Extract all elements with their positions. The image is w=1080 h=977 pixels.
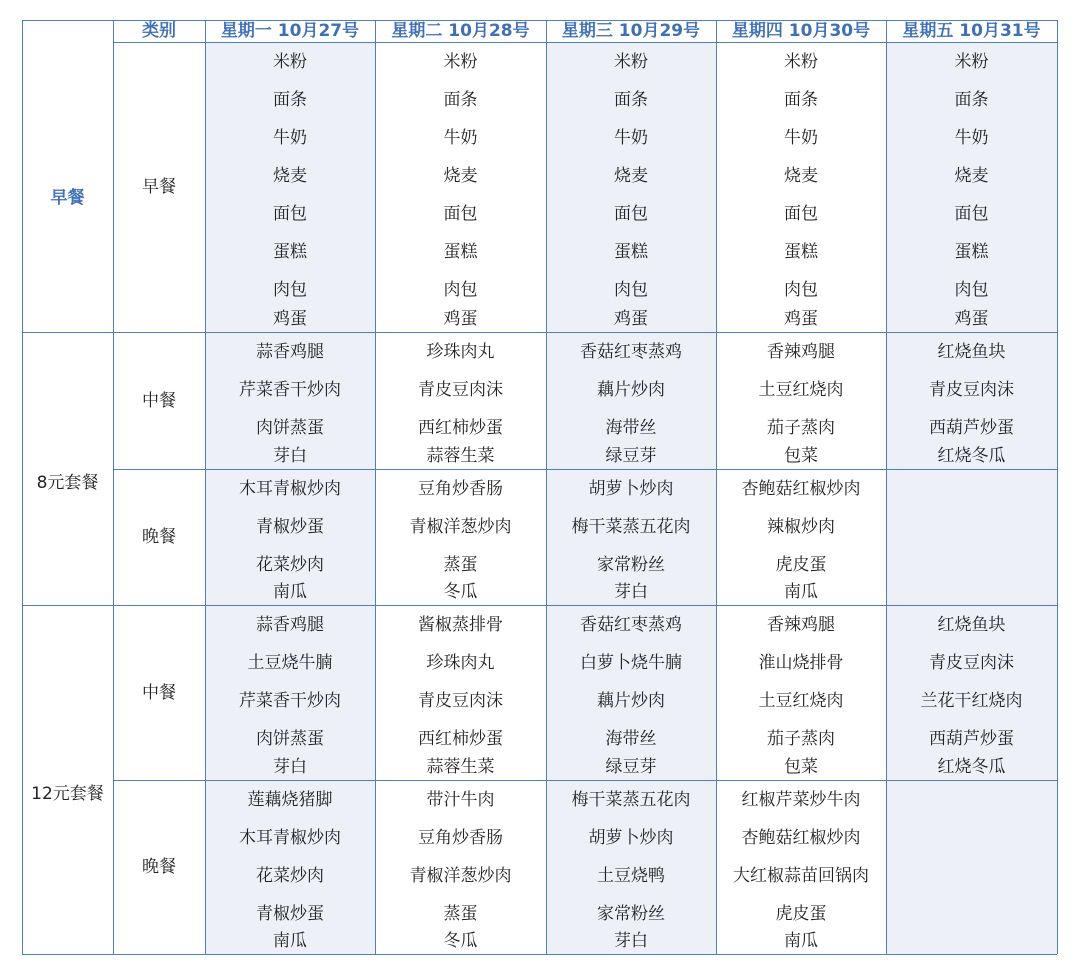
header-day: 星期三 10月29号	[561, 21, 701, 41]
dish-item: 大红椒蒜苗回锅肉	[733, 866, 869, 886]
menu-cell	[375, 605, 546, 780]
dish-item: 肉饼蒸蛋	[256, 418, 324, 438]
dish-item: 豆角炒香肠	[418, 479, 503, 499]
dish-item: 绿豆芽	[605, 757, 657, 777]
dish-item: 青皮豆肉沫	[418, 691, 503, 711]
dish-item: 藕片炒肉	[597, 380, 665, 400]
menu-cell	[375, 469, 546, 605]
menu-cell	[205, 332, 375, 469]
header-category: 类别	[142, 21, 176, 41]
dish-item: 珍珠肉丸	[426, 342, 495, 362]
dish-item: 蒜香鸡腿	[256, 342, 324, 362]
dish-item: 蛋糕	[954, 242, 989, 262]
dish-item: 辣椒炒肉	[767, 517, 835, 537]
dish-item: 蒸蛋	[443, 555, 478, 575]
dish-item: 青椒洋葱炒肉	[409, 866, 512, 886]
dish-item: 肉包	[614, 280, 648, 300]
dish-item: 带汁牛肉	[426, 790, 495, 810]
dish-item: 芹菜香干炒肉	[239, 691, 341, 711]
dish-item: 烧麦	[443, 166, 478, 186]
menu-cell	[886, 780, 1057, 954]
menu-cell	[546, 469, 716, 605]
menu-cell	[546, 605, 716, 780]
dish-item: 鸡蛋	[443, 309, 478, 329]
dish-item: 鸡蛋	[954, 309, 989, 329]
dish-item: 梅干菜蒸五花肉	[571, 517, 691, 537]
dish-item: 虎皮蛋	[775, 555, 827, 575]
dish-item: 蛋糕	[273, 242, 307, 262]
dish-item: 面包	[954, 204, 989, 224]
dish-item: 西葫芦炒蛋	[929, 418, 1014, 438]
dish-item: 青皮豆肉沫	[929, 380, 1014, 400]
menu-cell	[886, 332, 1057, 469]
dish-item: 豆角炒香肠	[418, 828, 503, 848]
dish-item: 土豆烧牛腩	[247, 653, 333, 673]
dish-item: 面条	[784, 90, 818, 110]
menu-cell	[716, 469, 886, 605]
menu-cell	[205, 780, 375, 954]
dish-item: 包菜	[784, 446, 818, 466]
dish-item: 牛奶	[784, 128, 818, 148]
grid-vline	[113, 20, 114, 954]
dish-item: 胡萝卜炒肉	[588, 479, 674, 499]
dish-item: 烧麦	[954, 166, 989, 186]
menu-cell	[716, 332, 886, 469]
dish-item: 青椒洋葱炒肉	[409, 517, 512, 537]
dish-item: 面包	[443, 204, 478, 224]
dish-item: 包菜	[784, 757, 818, 777]
dish-item: 莲藕烧猪脚	[247, 790, 333, 810]
grid-vline	[1057, 20, 1058, 954]
menu-cell	[546, 780, 716, 954]
dish-item: 肉包	[954, 280, 989, 300]
dish-item: 牛奶	[614, 128, 648, 148]
dish-item: 蒜蓉生菜	[426, 446, 495, 466]
dish-item: 绿豆芽	[605, 446, 657, 466]
header-day: 星期二 10月28号	[391, 21, 530, 41]
dish-item: 红烧冬瓜	[937, 446, 1006, 466]
dish-item: 红烧鱼块	[937, 342, 1006, 362]
dish-item: 香辣鸡腿	[767, 615, 835, 635]
dish-item: 南瓜	[273, 582, 307, 602]
dish-item: 西红柿炒蛋	[418, 418, 503, 438]
dish-item: 烧麦	[784, 166, 818, 186]
menu-cell	[205, 469, 375, 605]
dish-item: 蛋糕	[443, 242, 478, 262]
dish-item: 蒜蓉生菜	[426, 757, 495, 777]
dish-item: 红烧鱼块	[937, 615, 1006, 635]
section-label: 早餐	[50, 188, 85, 208]
dish-item: 米粉	[954, 52, 989, 72]
dish-item: 酱椒蒸排骨	[418, 615, 503, 635]
dish-item: 青椒炒蛋	[256, 517, 324, 537]
meal-label: 早餐	[142, 177, 176, 197]
dish-item: 面条	[273, 90, 307, 110]
dish-item: 南瓜	[784, 931, 818, 951]
dish-item: 香辣鸡腿	[767, 342, 835, 362]
dish-item: 土豆红烧肉	[758, 691, 844, 711]
dish-item: 海带丝	[605, 729, 657, 749]
dish-item: 花菜炒肉	[256, 555, 324, 575]
menu-cell	[375, 332, 546, 469]
menu-cell	[546, 332, 716, 469]
dish-item: 蒜香鸡腿	[256, 615, 324, 635]
dish-item: 牛奶	[954, 128, 989, 148]
dish-item: 芽白	[614, 931, 648, 951]
dish-item: 牛奶	[273, 128, 307, 148]
header-day: 星期四 10月30号	[731, 21, 871, 41]
dish-item: 茄子蒸肉	[767, 729, 835, 749]
dish-item: 海带丝	[605, 418, 657, 438]
dish-item: 肉包	[784, 280, 818, 300]
dish-item: 红烧冬瓜	[937, 757, 1006, 777]
dish-item: 蒸蛋	[443, 904, 478, 924]
section-label: 8元套餐	[36, 472, 99, 493]
dish-item: 家常粉丝	[597, 904, 665, 924]
dish-item: 面包	[273, 204, 307, 224]
menu-cell	[886, 42, 1057, 332]
dish-item: 米粉	[443, 52, 478, 72]
menu-cell	[375, 780, 546, 954]
dish-item: 蛋糕	[614, 242, 648, 262]
dish-item: 家常粉丝	[597, 555, 665, 575]
menu-cell	[886, 469, 1057, 605]
dish-item: 杏鲍菇红椒炒肉	[741, 828, 861, 848]
dish-item: 土豆烧鸭	[597, 866, 665, 886]
dish-item: 肉饼蒸蛋	[256, 729, 324, 749]
dish-item: 南瓜	[273, 931, 307, 951]
dish-item: 杏鲍菇红椒炒肉	[741, 479, 861, 499]
dish-item: 西红柿炒蛋	[418, 729, 503, 749]
dish-item: 烧麦	[273, 166, 307, 186]
menu-cell	[716, 605, 886, 780]
dish-item: 面包	[614, 204, 648, 224]
dish-item: 青椒炒蛋	[256, 904, 324, 924]
dish-item: 红椒芹菜炒牛肉	[741, 790, 861, 810]
dish-item: 西葫芦炒蛋	[929, 729, 1014, 749]
dish-item: 藕片炒肉	[597, 691, 665, 711]
meal-label: 中餐	[142, 390, 176, 411]
menu-cell	[716, 780, 886, 954]
dish-item: 面条	[443, 90, 478, 110]
dish-item: 鸡蛋	[614, 309, 648, 329]
dish-item: 木耳青椒炒肉	[239, 828, 341, 848]
meal-label: 中餐	[142, 682, 176, 703]
dish-item: 芹菜香干炒肉	[239, 380, 341, 400]
menu-cell	[205, 42, 375, 332]
dish-item: 烧麦	[614, 166, 648, 186]
dish-item: 牛奶	[443, 128, 478, 148]
menu-cell	[886, 605, 1057, 780]
dish-item: 米粉	[273, 52, 307, 72]
dish-item: 白萝卜烧牛腩	[580, 653, 682, 673]
dish-item: 鸡蛋	[273, 309, 307, 329]
menu-cell	[716, 42, 886, 332]
dish-item: 南瓜	[784, 582, 818, 602]
dish-item: 芽白	[614, 582, 648, 602]
weekly-menu-table	[22, 20, 1058, 955]
meal-label: 晚餐	[142, 857, 176, 877]
menu-cell	[205, 605, 375, 780]
dish-item: 面包	[784, 204, 818, 224]
dish-item: 茄子蒸肉	[767, 418, 835, 438]
dish-item: 兰花干红烧肉	[920, 691, 1023, 711]
meal-label: 晚餐	[142, 527, 176, 547]
dish-item: 冬瓜	[443, 582, 478, 602]
dish-item: 米粉	[784, 52, 818, 72]
dish-item: 木耳青椒炒肉	[239, 479, 341, 499]
dish-item: 虎皮蛋	[775, 904, 827, 924]
dish-item: 芽白	[273, 757, 307, 777]
dish-item: 芽白	[273, 446, 307, 466]
header-day: 星期一 10月27号	[220, 21, 360, 41]
dish-item: 面条	[614, 90, 648, 110]
dish-item: 鸡蛋	[784, 309, 818, 329]
grid-hline	[22, 954, 1057, 955]
dish-item: 香菇红枣蒸鸡	[580, 615, 682, 635]
menu-cell	[546, 42, 716, 332]
dish-item: 珍珠肉丸	[426, 653, 495, 673]
dish-item: 土豆红烧肉	[758, 380, 844, 400]
dish-item: 肉包	[273, 280, 307, 300]
dish-item: 淮山烧排骨	[758, 653, 844, 673]
dish-item: 肉包	[443, 280, 478, 300]
header-day: 星期五 10月31号	[902, 21, 1041, 41]
dish-item: 米粉	[614, 52, 648, 72]
dish-item: 梅干菜蒸五花肉	[571, 790, 691, 810]
menu-cell	[375, 42, 546, 332]
dish-item: 青皮豆肉沫	[929, 653, 1014, 673]
dish-item: 蛋糕	[784, 242, 818, 262]
dish-item: 冬瓜	[443, 931, 478, 951]
dish-item: 花菜炒肉	[256, 866, 324, 886]
dish-item: 香菇红枣蒸鸡	[580, 342, 682, 362]
dish-item: 胡萝卜炒肉	[588, 828, 674, 848]
dish-item: 面条	[954, 90, 989, 110]
dish-item: 青皮豆肉沫	[418, 380, 503, 400]
section-label: 12元套餐	[31, 783, 104, 804]
